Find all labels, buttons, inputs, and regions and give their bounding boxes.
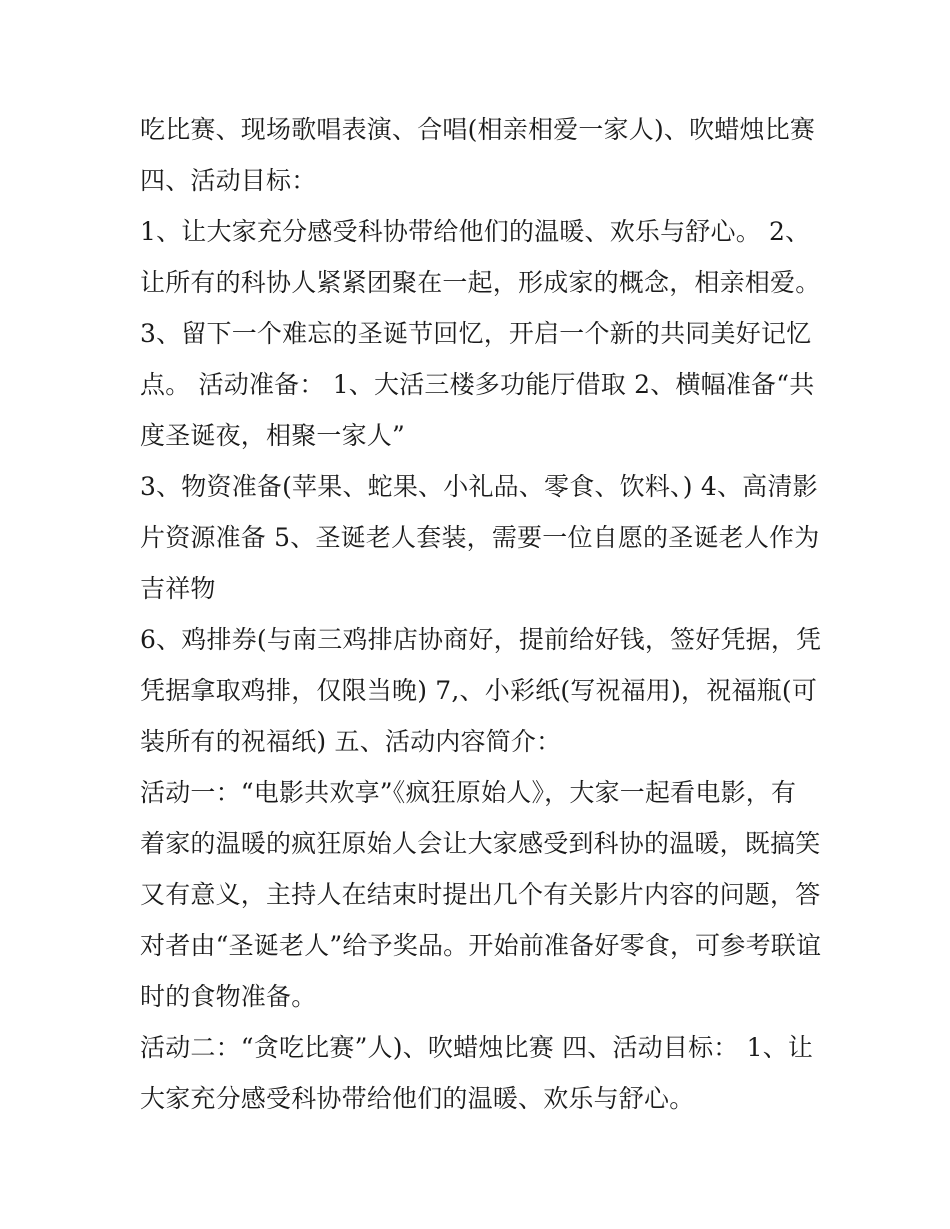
text-line: 大家充分感受科协带给他们的温暖、欢乐与舒心。 [140, 1084, 695, 1113]
text-line: 3、留下一个难忘的圣诞节回忆，开启一个新的共同美好记忆 [140, 319, 812, 348]
text-line: 凭据拿取鸡排，仅限当晚) 7,、小彩纸(写祝福用)，祝福瓶(可 [140, 676, 818, 705]
text-line: 片资源准备 5、圣诞老人套装，需要一位自愿的圣诞老人作为 [140, 523, 820, 552]
text-line: 对者由“圣诞老人”给予奖品。开始前准备好零食，可参考联谊 [140, 931, 822, 960]
text-line: 吉祥物 [140, 574, 216, 603]
text-line: 着家的温暖的疯狂原始人会让大家感受到科协的温暖，既搞笑 [140, 829, 821, 858]
text-line: 活动一：“电影共欢享”《疯狂原始人》，大家一起看电影，有 [140, 778, 797, 807]
text-line: 点。 活动准备： 1、大活三楼多功能厅借取 2、横幅准备“共 [140, 370, 815, 399]
text-line: 1、让大家充分感受科协带给他们的温暖、欢乐与舒心。 2、 [140, 217, 811, 246]
text-line: 3、物资准备(苹果、蛇果、小礼品、零食、饮料、) 4、高清影 [140, 472, 818, 501]
text-line: 6、鸡排券(与南三鸡排店协商好，提前给好钱，签好凭据，凭 [140, 625, 822, 654]
text-line: 活动二：“贪吃比赛”人)、吹蜡烛比赛 四、活动目标： 1、让 [140, 1033, 814, 1062]
text-line: 度圣诞夜，相聚一家人” [140, 421, 405, 450]
section-heading-goals: 四、活动目标： [140, 166, 317, 195]
text-line: 让所有的科协人紧紧团聚在一起，形成家的概念，相亲相爱。 [140, 268, 821, 297]
text-line: 又有意义，主持人在结束时提出几个有关影片内容的问题，答 [140, 880, 821, 909]
text-line: 时的食物准备。 [140, 982, 317, 1011]
text-line: 吃比赛、现场歌唱表演、合唱(相亲相爱一家人)、吹蜡烛比赛 [140, 115, 816, 144]
text-line: 装所有的祝福纸) 五、活动内容简介： [140, 727, 562, 756]
document-body [140, 104, 820, 1124]
